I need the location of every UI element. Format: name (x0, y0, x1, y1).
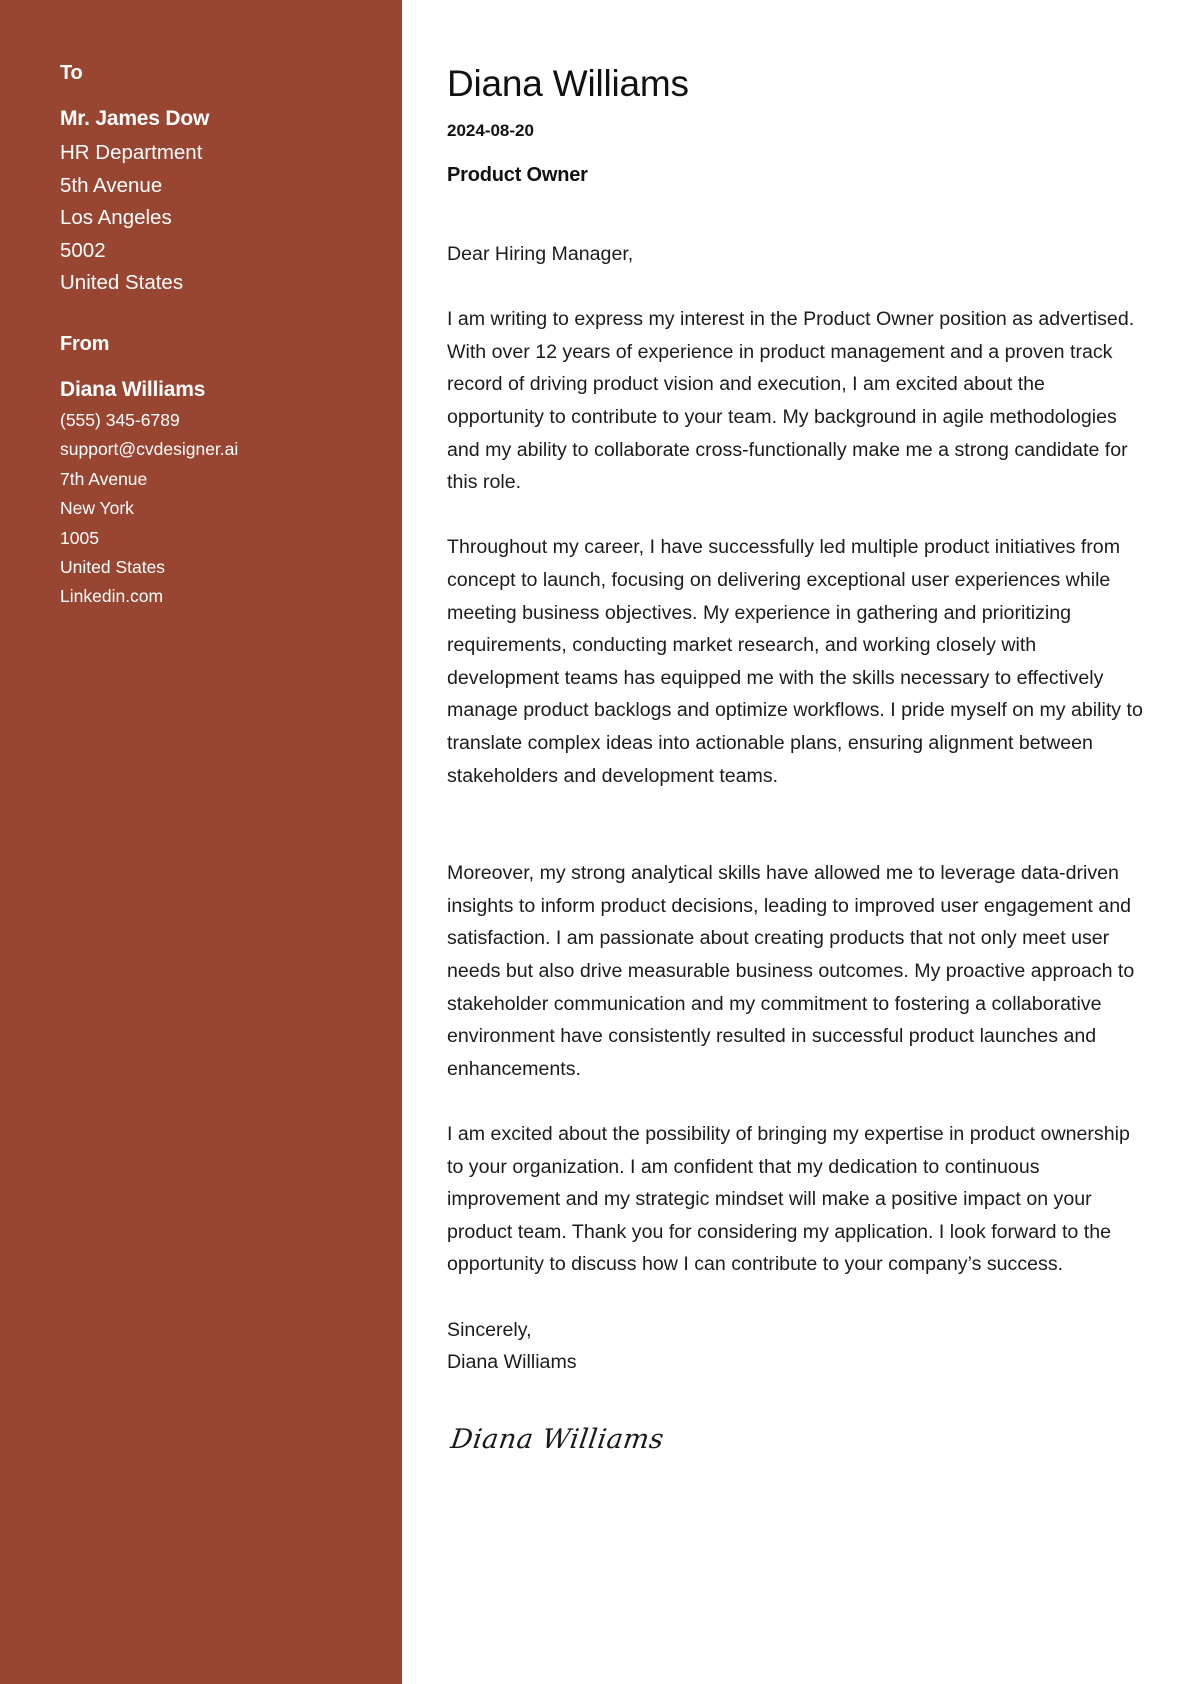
contact-sidebar (0, 0, 402, 1684)
recipient-street: 5th Avenue (60, 173, 163, 197)
sender-country: United States (60, 557, 166, 578)
body-paragraph: I am writing to express my interest in the Product Owner position as advertised. With over 12 years of experience in product management and a proven track record of driving product vision and execution, I am excited about the opportunity to contribute to your team. My background in agile methodologies and my ability to collaborate cross-functionally make me a strong candidate for this role. (447, 308, 1135, 494)
sender-zip: 1005 (60, 527, 99, 548)
letter-date: 2024-08-20 (447, 121, 534, 140)
sender-city: New York (60, 498, 134, 519)
letter-sender-name: Diana Williams (447, 63, 689, 104)
body-paragraph: Throughout my career, I have successfully led multiple product initiatives from concept to launch, focusing on delivering exceptional user experiences while meeting business objectives. My experience in gathering and prioritizing requirements, conducting market research, and working closely with development teams has equipped me with the skills necessary to effectively manage product backlogs and optimize workflows. I pride myself on my ability to translate complex ideas into actionable plans, ensuring alignment between stakeholders and development teams. (447, 536, 1143, 787)
sender-email: support@cvdesigner.ai (60, 439, 239, 460)
closing-name: Diana Williams (447, 1351, 577, 1374)
sender-street: 7th Avenue (60, 468, 148, 489)
recipient-zip: 5002 (60, 238, 106, 262)
recipient-address (60, 137, 202, 300)
sender-contact-details (60, 406, 238, 612)
sender-sidebar-name: Diana Williams (60, 378, 206, 401)
handwritten-signature: Diana Williams (448, 1424, 667, 1455)
sender-phone: (555) 345-6789 (60, 410, 180, 430)
recipient-country: United States (60, 271, 184, 295)
from-heading: From (60, 333, 110, 355)
body-paragraph: I am excited about the possibility of bringing my expertise in product ownership to your organization. I am confident that my dedication to continuous improvement and my strategic mindset will make a positive impact on your product team. Thank you for considering my application. I look forward to the opportunity to discuss how I can contribute to your company’s success. (447, 1123, 1130, 1276)
recipient-city: Los Angeles (60, 206, 172, 230)
greeting: Dear Hiring Manager, (447, 243, 634, 265)
recipient-department: HR Department (60, 141, 203, 164)
sender-website: Linkedin.com (60, 586, 164, 607)
closing-block (447, 1314, 1147, 1379)
to-heading: To (60, 62, 83, 84)
closing: Sincerely, (447, 1318, 532, 1341)
letter-body (447, 238, 1147, 1379)
job-title: Product Owner (447, 164, 588, 186)
recipient-name: Mr. James Dow (60, 107, 210, 130)
body-paragraph: Moreover, my strong analytical skills have allowed me to leverage data-driven insights to inform product decisions, leading to improved user engagement and satisfaction. I am passionate about creating products that not only meet user needs but also drive measurable business outcomes. My proactive approach to stakeholder communication and my commitment to fostering a collaborative environment have consistently resulted in successful product launches and enhancements. (447, 862, 1135, 1080)
